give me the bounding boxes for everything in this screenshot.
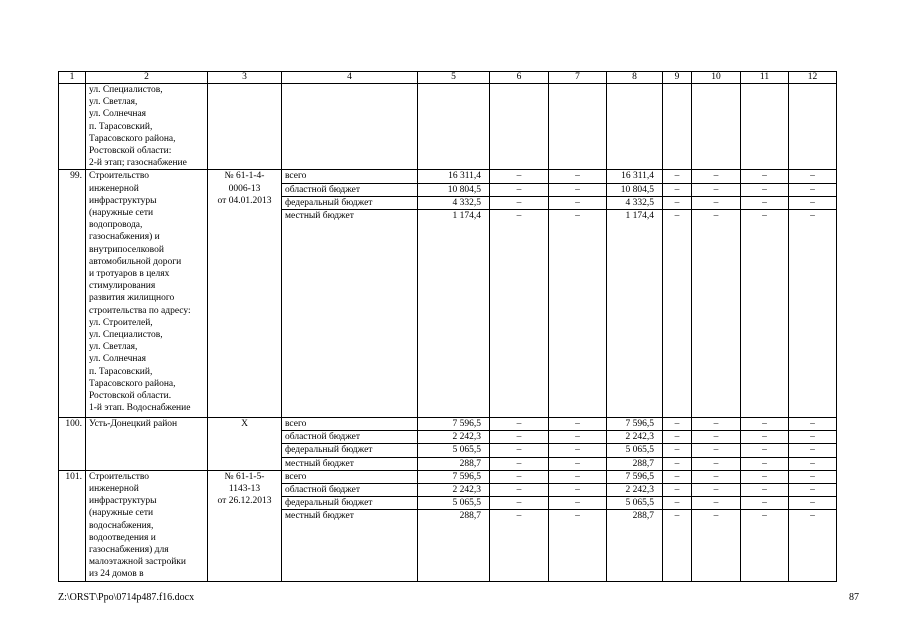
column-number-header: 9 (663, 72, 692, 84)
value-cell: 288,7 (607, 457, 663, 470)
value-cell: – (490, 196, 549, 209)
funding-source-cell: федеральный бюджет (282, 196, 418, 209)
value-cell: – (741, 510, 789, 582)
value-cell: – (741, 457, 789, 470)
value-cell: – (692, 457, 741, 470)
empty-cell (607, 84, 663, 170)
value-cell: – (789, 418, 837, 431)
value-cell: – (741, 418, 789, 431)
column-number-header: 12 (789, 72, 837, 84)
value-cell: – (789, 196, 837, 209)
value-cell: 10 804,5 (418, 183, 490, 196)
value-cell: – (663, 497, 692, 510)
value-cell: 4 332,5 (418, 196, 490, 209)
value-cell: – (741, 431, 789, 444)
value-cell: – (692, 196, 741, 209)
continuation-row (59, 84, 837, 170)
empty-cell (208, 84, 282, 170)
value-cell: – (490, 170, 549, 183)
value-cell: – (692, 497, 741, 510)
empty-cell (692, 84, 741, 170)
value-cell: 288,7 (607, 510, 663, 582)
value-cell: 1 174,4 (418, 210, 490, 418)
value-cell: 7 596,5 (418, 470, 490, 483)
value-cell: – (490, 510, 549, 582)
value-cell: 10 804,5 (607, 183, 663, 196)
value-cell: 7 596,5 (418, 418, 490, 431)
value-cell: 288,7 (418, 457, 490, 470)
value-cell: – (663, 431, 692, 444)
value-cell: – (490, 183, 549, 196)
value-cell: – (741, 484, 789, 497)
value-cell: – (692, 444, 741, 457)
funding-source-cell: всего (282, 470, 418, 483)
value-cell: 2 242,3 (607, 484, 663, 497)
value-cell: – (789, 457, 837, 470)
funding-source-cell: федеральный бюджет (282, 444, 418, 457)
value-cell: – (663, 444, 692, 457)
value-cell: 5 065,5 (607, 497, 663, 510)
funding-source-cell: местный бюджет (282, 210, 418, 418)
value-cell: – (692, 170, 741, 183)
value-cell: – (789, 470, 837, 483)
value-cell: – (789, 431, 837, 444)
value-cell: – (549, 444, 607, 457)
value-cell: – (741, 210, 789, 418)
value-cell: – (692, 470, 741, 483)
empty-cell (741, 84, 789, 170)
value-cell: – (490, 484, 549, 497)
funding-source-cell: областной бюджет (282, 484, 418, 497)
value-cell: – (789, 444, 837, 457)
column-number-header: 1 (59, 72, 86, 84)
value-cell: – (663, 183, 692, 196)
value-cell: – (663, 470, 692, 483)
value-cell: 7 596,5 (607, 470, 663, 483)
value-cell: – (663, 418, 692, 431)
document-number-cell: Х (208, 418, 282, 471)
value-cell: 2 242,3 (418, 484, 490, 497)
entry-number-cell: 99. (59, 170, 86, 418)
page-number: 87 (849, 592, 859, 603)
value-cell: – (692, 418, 741, 431)
value-cell: – (490, 457, 549, 470)
value-cell: – (549, 418, 607, 431)
empty-cell (663, 84, 692, 170)
funding-source-cell: всего (282, 170, 418, 183)
value-cell: – (789, 183, 837, 196)
value-cell: 5 065,5 (418, 444, 490, 457)
value-cell: 5 065,5 (607, 444, 663, 457)
value-cell: 288,7 (418, 510, 490, 582)
column-number-header: 4 (282, 72, 418, 84)
value-cell: – (692, 431, 741, 444)
funding-source-cell: местный бюджет (282, 510, 418, 582)
value-cell: – (663, 484, 692, 497)
funding-source-cell: местный бюджет (282, 457, 418, 470)
empty-cell (549, 84, 607, 170)
column-number-header: 5 (418, 72, 490, 84)
value-cell: – (663, 196, 692, 209)
object-name-cell: Усть-Донецкий район (86, 418, 208, 471)
column-number-header: 2 (86, 72, 208, 84)
value-cell: 7 596,5 (607, 418, 663, 431)
column-number-row (59, 72, 837, 84)
value-cell: – (789, 510, 837, 582)
funding-source-cell: областной бюджет (282, 431, 418, 444)
value-cell: 1 174,4 (607, 210, 663, 418)
value-cell: 5 065,5 (418, 497, 490, 510)
value-cell: – (741, 444, 789, 457)
value-cell: – (490, 444, 549, 457)
value-cell: – (549, 470, 607, 483)
column-number-header: 10 (692, 72, 741, 84)
value-cell: 16 311,4 (607, 170, 663, 183)
empty-cell (282, 84, 418, 170)
value-cell: – (663, 170, 692, 183)
value-cell: – (741, 183, 789, 196)
object-name-cell: Строительство инженерной инфраструктуры (наружные сети водоснабжения, водоотведения и газоснабжения) для малоэтажной застройки из 24 домов в (86, 470, 208, 582)
column-number-header: 7 (549, 72, 607, 84)
funding-source-cell: областной бюджет (282, 183, 418, 196)
value-cell: – (789, 484, 837, 497)
value-cell: – (549, 484, 607, 497)
value-cell: 2 242,3 (607, 431, 663, 444)
value-cell: – (549, 431, 607, 444)
value-cell: 4 332,5 (607, 196, 663, 209)
value-cell: – (692, 210, 741, 418)
value-cell: – (692, 484, 741, 497)
value-cell: – (549, 510, 607, 582)
value-cell: – (789, 170, 837, 183)
funding-source-cell: федеральный бюджет (282, 497, 418, 510)
empty-cell (418, 84, 490, 170)
value-cell: 16 311,4 (418, 170, 490, 183)
entry-number-cell: 100. (59, 418, 86, 471)
value-cell: – (663, 210, 692, 418)
value-cell: – (692, 183, 741, 196)
table-row (59, 418, 837, 431)
value-cell: – (490, 470, 549, 483)
document-number-cell: № 61-1-4- 0006-13 от 04.01.2013 (208, 170, 282, 418)
value-cell: – (549, 183, 607, 196)
column-number-header: 11 (741, 72, 789, 84)
value-cell: – (549, 210, 607, 418)
budget-table (58, 71, 837, 582)
object-name-cell: Строительство инженерной инфраструктуры (наружные сети водопровода, газоснабжения) и внутрипоселковой автомобильной дороги и тротуаров в целях стимулирования развития жилищного строительства по адресу: ул. Строителей, ул. Специалистов, ул. Светлая, ул. Солнечная п. Тарасовский, Тарасовского района, Ростовской области. 1-й этап. Водоснабжение (86, 170, 208, 418)
value-cell: – (741, 497, 789, 510)
value-cell: – (789, 210, 837, 418)
value-cell: – (663, 510, 692, 582)
value-cell: 2 242,3 (418, 431, 490, 444)
empty-cell (789, 84, 837, 170)
value-cell: – (549, 497, 607, 510)
value-cell: – (490, 431, 549, 444)
empty-cell (490, 84, 549, 170)
value-cell: – (741, 170, 789, 183)
value-cell: – (789, 497, 837, 510)
value-cell: – (741, 196, 789, 209)
column-number-header: 8 (607, 72, 663, 84)
value-cell: – (490, 210, 549, 418)
value-cell: – (663, 457, 692, 470)
value-cell: – (549, 457, 607, 470)
funding-source-cell: всего (282, 418, 418, 431)
entry-number-cell: 101. (59, 470, 86, 582)
document-number-cell: № 61-1-5- 1143-13 от 26.12.2013 (208, 470, 282, 582)
file-path-footer: Z:\ORST\Ppo\0714p487.f16.docx (58, 592, 195, 603)
column-number-header: 6 (490, 72, 549, 84)
value-cell: – (549, 196, 607, 209)
value-cell: – (490, 497, 549, 510)
value-cell: – (692, 510, 741, 582)
column-number-header: 3 (208, 72, 282, 84)
table-row (59, 470, 837, 483)
value-cell: – (549, 170, 607, 183)
table-row (59, 170, 837, 183)
entry-number-cell (59, 84, 86, 170)
value-cell: – (490, 418, 549, 431)
object-name-cell: ул. Специалистов, ул. Светлая, ул. Солнечная п. Тарасовский, Тарасовского района, Ростовской области: 2-й этап; газоснабжение (86, 84, 208, 170)
value-cell: – (741, 470, 789, 483)
